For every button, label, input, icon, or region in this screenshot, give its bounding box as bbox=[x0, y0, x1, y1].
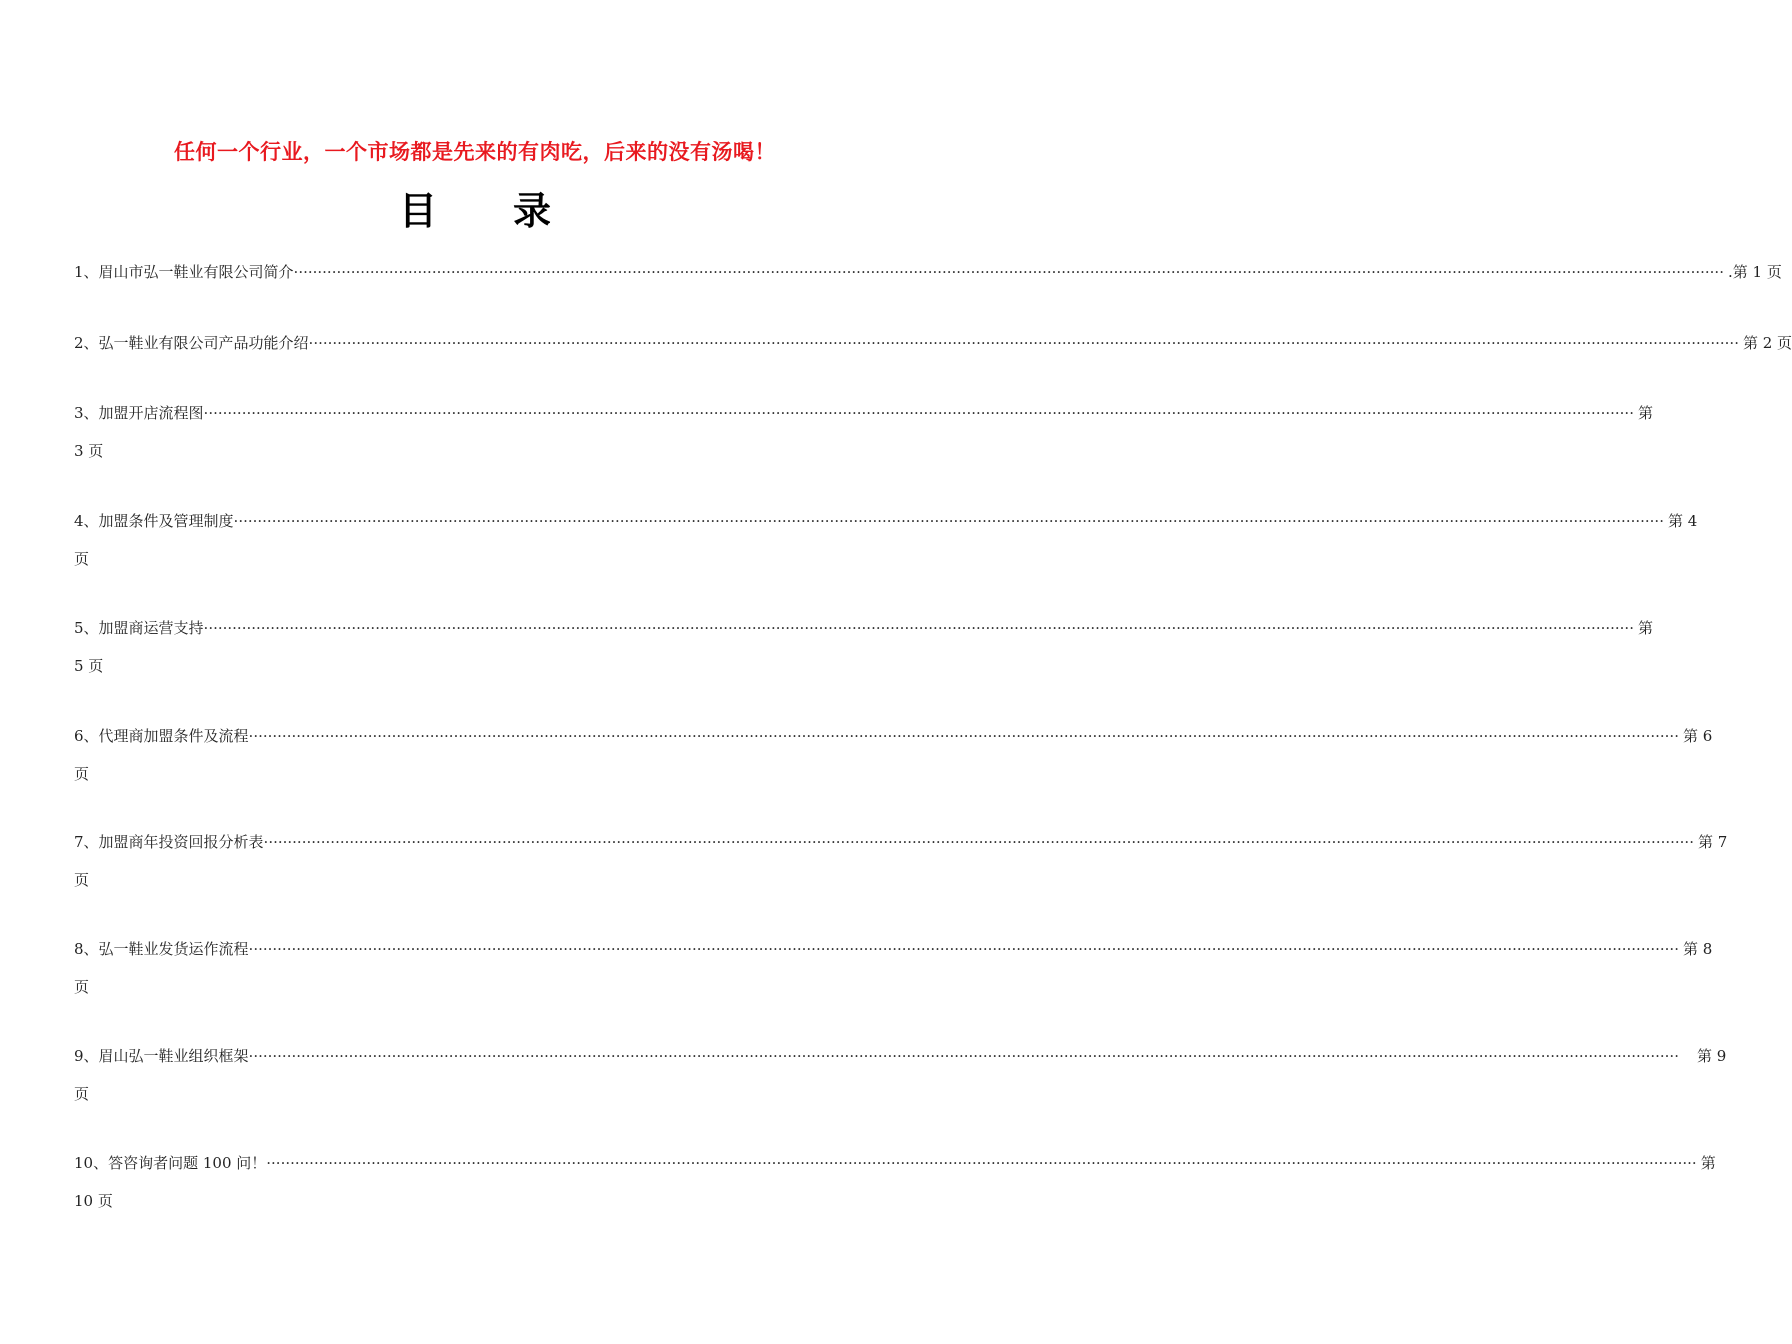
toc-entry-4[interactable] bbox=[74, 502, 1698, 578]
toc-entry-label: 10、答咨询者问题 100 问！ bbox=[74, 1154, 267, 1172]
toc-entry-label: 6、代理商加盟条件及流程 bbox=[74, 727, 249, 745]
toc-entry-page: 第 8 bbox=[1682, 940, 1713, 958]
toc-entry-page: 第 bbox=[1637, 619, 1653, 637]
toc-entry-2[interactable] bbox=[74, 324, 1792, 362]
toc-entry-label: 8、弘一鞋业发货运作流程 bbox=[74, 940, 249, 958]
toc-entry-page-wrap: 5 页 bbox=[74, 657, 104, 675]
leader-dots: ············································································································································································································································································································ bbox=[308, 334, 1739, 352]
leader-dots: ············································································································································································································································································································ bbox=[203, 404, 1634, 422]
toc-entry-page: .第 1 页 bbox=[1727, 263, 1782, 281]
leader-dots: ············································································································································································································································································································ bbox=[233, 512, 1664, 530]
toc-entry-page: 第 6 bbox=[1682, 727, 1713, 745]
toc-entry-page: 第 7 bbox=[1697, 833, 1728, 851]
toc-entry-3[interactable] bbox=[74, 394, 1653, 470]
leader-dots: ············································································································································································································································································································ bbox=[248, 940, 1679, 958]
toc-entry-label: 3、加盟开店流程图 bbox=[74, 404, 204, 422]
leader-dots: ············································································································································································································································································································ bbox=[203, 619, 1634, 637]
toc-entry-page-wrap: 页 bbox=[74, 871, 90, 889]
toc-entry-label: 1、眉山市弘一鞋业有限公司简介 bbox=[74, 263, 294, 281]
toc-entry-page-wrap: 3 页 bbox=[74, 442, 104, 460]
toc-entry-page: 第 9 bbox=[1696, 1047, 1727, 1065]
toc-entry-9[interactable] bbox=[74, 1037, 1727, 1113]
toc-entry-6[interactable] bbox=[74, 717, 1713, 793]
toc-entry-page-wrap: 页 bbox=[74, 978, 90, 996]
leader-dots: ············································································································································································································································································································ bbox=[248, 1047, 1679, 1065]
toc-entry-5[interactable] bbox=[74, 609, 1653, 685]
leader-dots: ············································································································································································································································································································ bbox=[263, 833, 1694, 851]
leader-dots: ············································································································································································································································································································ bbox=[248, 727, 1679, 745]
toc-entry-label: 4、加盟条件及管理制度 bbox=[74, 512, 234, 530]
toc-entry-page-wrap: 页 bbox=[74, 1085, 90, 1103]
toc-entry-8[interactable] bbox=[74, 930, 1713, 1006]
toc-entry-label: 2、弘一鞋业有限公司产品功能介绍 bbox=[74, 334, 309, 352]
toc-entry-page-wrap: 页 bbox=[74, 550, 90, 568]
toc-entry-1[interactable] bbox=[74, 253, 1782, 291]
toc-entry-page: 第 bbox=[1637, 404, 1653, 422]
toc-entry-7[interactable] bbox=[74, 823, 1728, 899]
toc-entry-page-wrap: 页 bbox=[74, 765, 90, 783]
toc-entry-page: 第 4 bbox=[1667, 512, 1698, 530]
slogan-heading: 任何一个行业，一个市场都是先来的有肉吃，后来的没有汤喝！ bbox=[174, 140, 776, 164]
leader-dots: ············································································································································································································································································································ bbox=[293, 263, 1724, 281]
toc-entry-page: 第 bbox=[1700, 1154, 1716, 1172]
toc-entry-page-wrap: 10 页 bbox=[74, 1192, 113, 1210]
leader-dots: ············································································································································································································································································································ bbox=[266, 1154, 1697, 1172]
toc-title-char-1: 目 bbox=[398, 189, 437, 233]
toc-entry-10[interactable] bbox=[74, 1144, 1716, 1220]
toc-entry-label: 9、眉山弘一鞋业组织框架 bbox=[74, 1047, 249, 1065]
toc-entry-label: 5、加盟商运营支持 bbox=[74, 619, 204, 637]
toc-entry-page: 第 2 页 bbox=[1742, 334, 1792, 352]
toc-entry-label: 7、加盟商年投资回报分析表 bbox=[74, 833, 264, 851]
toc-title-char-2: 录 bbox=[513, 189, 552, 233]
toc-title bbox=[0, 180, 950, 235]
